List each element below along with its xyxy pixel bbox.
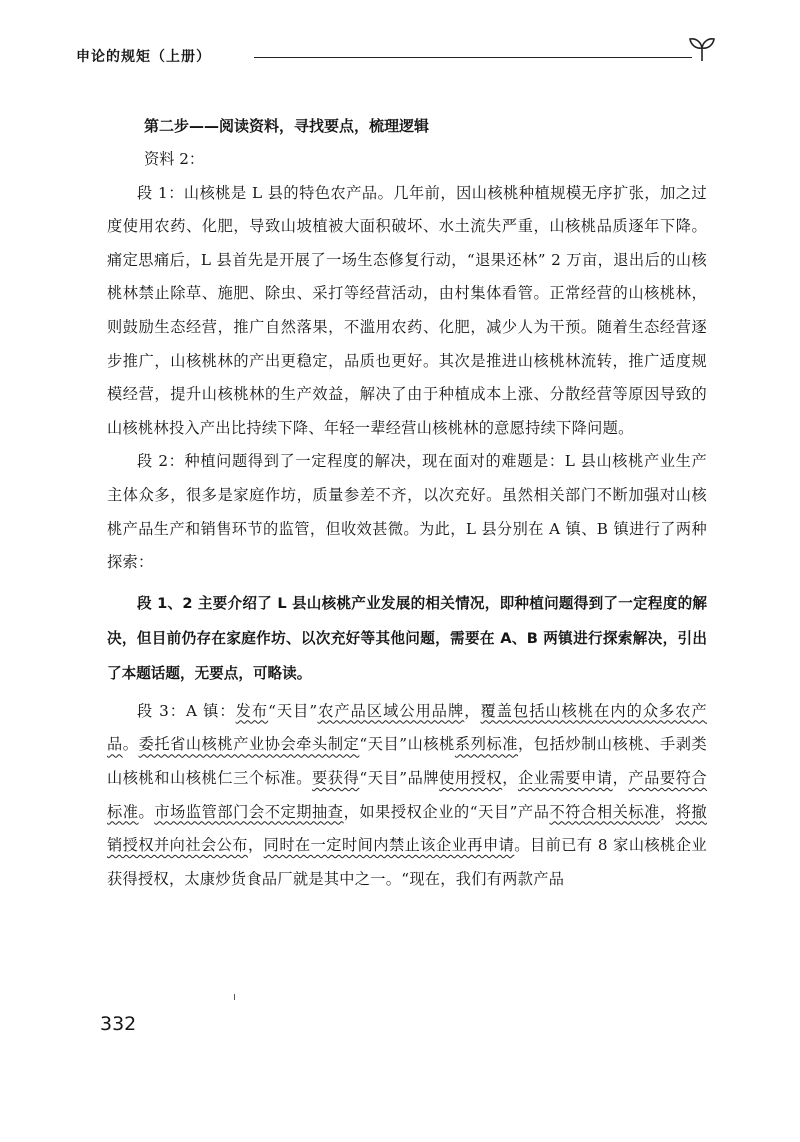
p3-text: ， xyxy=(659,802,676,821)
p3-text: ，如果授权企业的“天目”产品 xyxy=(343,802,550,821)
p3-text: “天目”品牌 xyxy=(359,768,440,787)
material-label: 资料 2： xyxy=(144,150,205,168)
p3-text: ， xyxy=(612,768,629,787)
p3-marked-text: 委托省山核桃产业协会牵头制定 xyxy=(138,735,360,754)
sprout-icon xyxy=(688,36,716,62)
analysis-note: 段 1、2 主要介绍了 L 县山核桃产业发展的相关情况，即种植问题得到了一定程度的解决，但目前仍存在家庭作坊、以次充好等其他问题，需要在 A、B 两镇进行探索解决，引出了本题话题，无要点，可略读。 xyxy=(107,594,707,682)
p3-text: “天目” xyxy=(268,701,318,720)
page-body xyxy=(107,112,707,896)
p3-text: 。 xyxy=(122,735,139,754)
p3-marked-text: 要获得 xyxy=(312,768,360,787)
p3-marked-text: 同时在一定时间内禁止该企业再申请 xyxy=(263,836,515,855)
p3-text: ， xyxy=(502,768,518,787)
p3-text: 。 xyxy=(138,802,155,821)
p3-text: 段 3：A 镇： xyxy=(137,701,236,720)
running-header xyxy=(76,42,716,68)
book-title: 申论的规矩（上册） xyxy=(76,49,211,65)
p3-marked-text: 将撤销授权并向社会公布 xyxy=(107,802,707,855)
p3-marked-text: 发布 xyxy=(235,701,269,720)
p3-marked-text: 企业需要申请 xyxy=(518,768,613,787)
print-mark xyxy=(234,994,235,1000)
step-heading: 第二步——阅读资料，寻找要点，梳理逻辑 xyxy=(144,117,430,135)
p3-marked-text: 系列标准 xyxy=(454,735,519,754)
p3-text: ， xyxy=(247,836,264,855)
p3-marked-text: 产品要符合标准 xyxy=(107,768,707,821)
p3-marked-text: 使用授权 xyxy=(439,768,503,787)
p3-marked-text: 覆盖包括山核桃在内的众多农产品 xyxy=(107,701,708,754)
p3-marked-text: 市场监管部门会不定期抽查 xyxy=(154,802,344,821)
paragraph-2: 段 2：种植问题得到了一定程度的解决，现在面对的难题是：L 县山核桃产业生产主体众多，很多是家庭作坊，质量参差不齐，以次充好。虽然相关部门不断加强对山核桃产品生产和销售环节的监管，但收效甚微。为此，L 县分别在 A 镇、B 镇进行了两种探索： xyxy=(107,452,707,572)
paragraph-3 xyxy=(107,695,707,897)
paragraph-1: 段 1：山核桃是 L 县的特色农产品。几年前，因山核桃种植规模无序扩张，加之过度使用农药、化肥，导致山坡植被大面积破坏、水土流失严重，山核桃品质逐年下降。痛定思痛后，L 县首先是开展了一场生态修复行动，“退果还林” 2 万亩，退出后的山核桃林禁止除草、施肥、除虫、采打等经营活动，由村集体看管。正常经营的山核桃林，则鼓励生态经营，推广自然落果，不滥用农药、化肥，减少人为干预。随着生态经营逐步推广，山核桃林的产出更稳定，品质也更好。其次是推进山核桃林流转，推广适度规模经营，提升山核桃林的生产效益，解决了由于种植成本上涨、分散经营等原因导致的山核桃林投入产出比持续下降、年轻一辈经营山核桃林的意愿持续下降问题。 xyxy=(107,183,707,437)
p3-text: ， xyxy=(464,701,481,720)
page-number: 332 xyxy=(100,1013,137,1035)
p3-text: ，包括炒制山核桃、手剥类山核桃和山核桃仁三个标准。 xyxy=(107,735,707,787)
p3-text: 。目前已有 8 家山核桃企业获得授权，太康炒货食品厂就是其中之一。“现在，我们有两款产品 xyxy=(107,836,707,888)
p3-marked-text: 农产品区域公用品牌 xyxy=(317,701,465,720)
p3-marked-text: 不符合相关标准 xyxy=(549,802,660,821)
header-rule xyxy=(254,57,692,58)
p3-text: “天目”山核桃 xyxy=(359,735,455,754)
